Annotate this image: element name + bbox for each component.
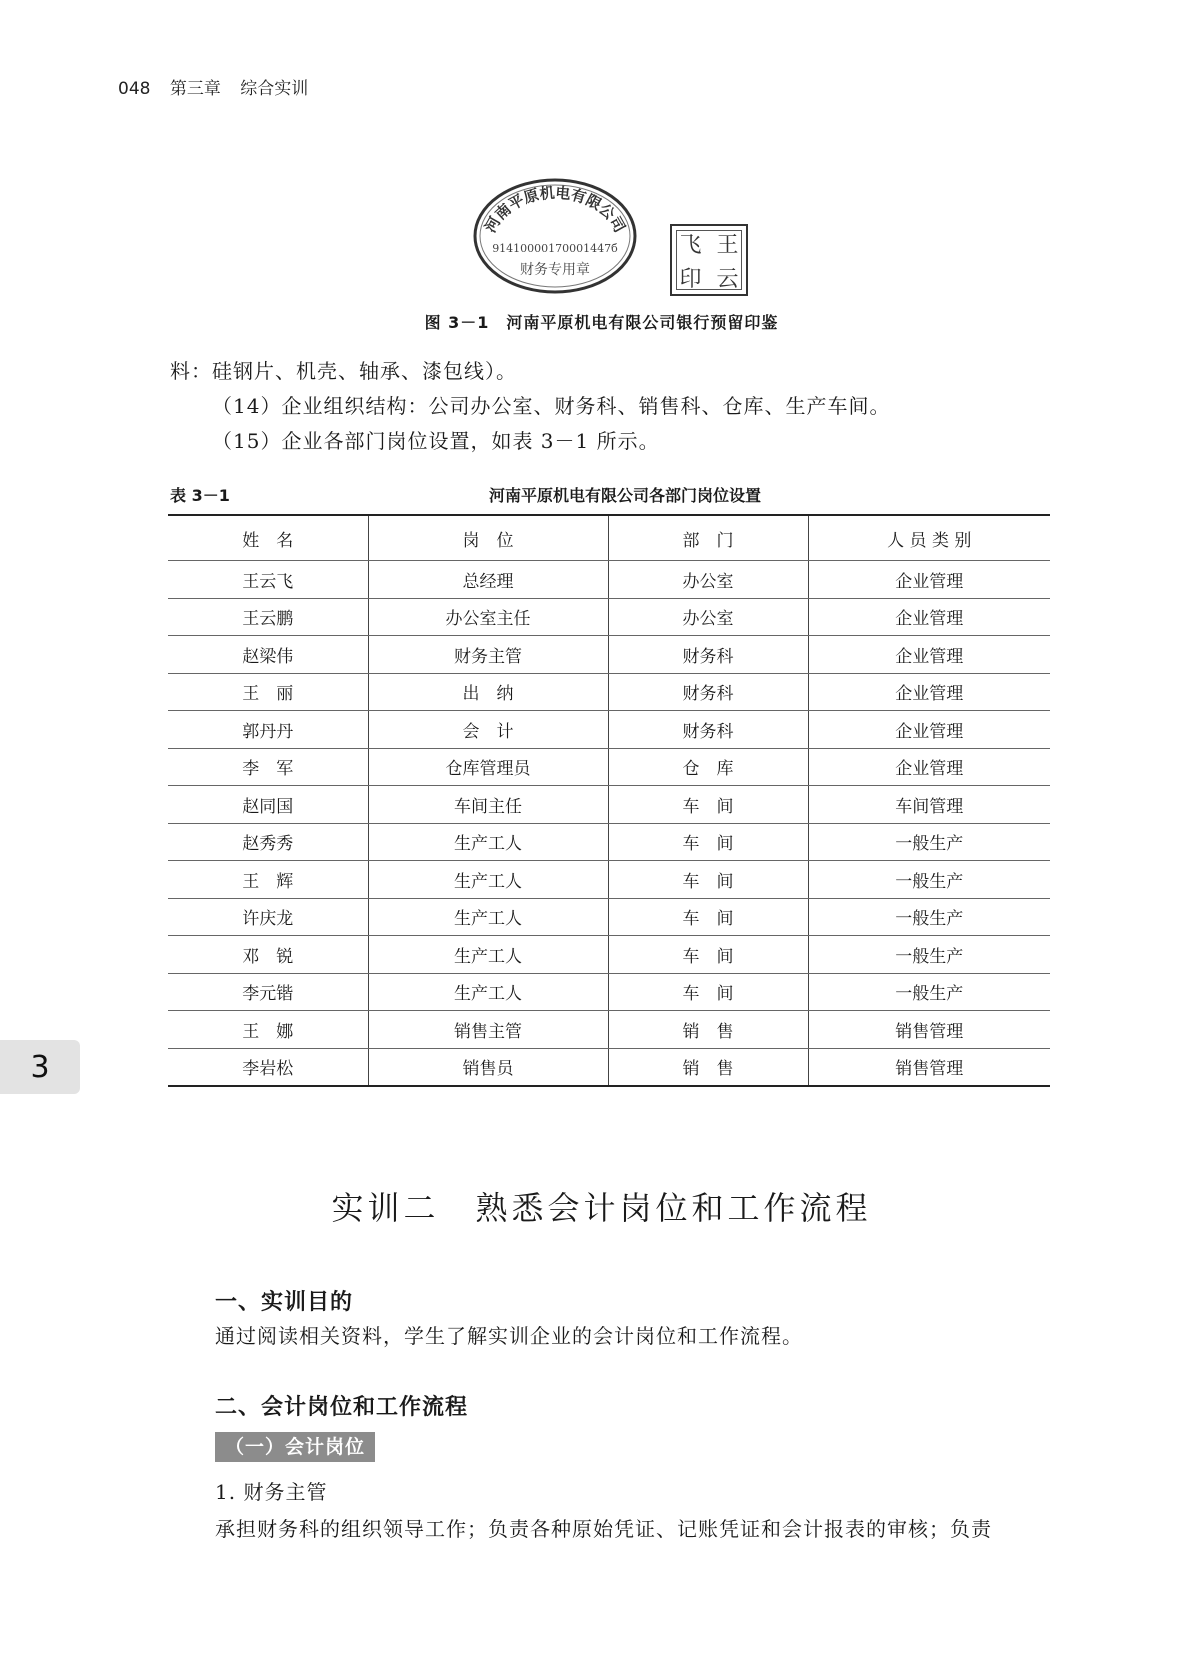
cell-name: 赵秀秀 — [168, 823, 368, 861]
cell-position: 仓库管理员 — [368, 748, 608, 786]
cell-name: 邓 锐 — [168, 936, 368, 974]
cell-department: 车 间 — [608, 823, 808, 861]
cell-category: 一般生产 — [808, 936, 1050, 974]
seal-char: 飞 — [679, 232, 702, 258]
cell-name: 李岩松 — [168, 1048, 368, 1086]
seal-char: 王 — [716, 232, 739, 258]
cell-name: 王云鹏 — [168, 598, 368, 636]
heading-workflow: 二、会计岗位和工作流程 — [215, 1395, 469, 1420]
header-position: 岗 位 — [368, 515, 608, 561]
cell-position: 会 计 — [368, 711, 608, 749]
table-row — [168, 973, 1050, 1011]
cell-name: 郭丹丹 — [168, 711, 368, 749]
cell-position: 销售主管 — [368, 1011, 608, 1049]
chapter-side-tab: 3 — [0, 1040, 80, 1094]
table-number: 表 3－1 — [170, 486, 230, 505]
cell-department: 财务科 — [608, 711, 808, 749]
table-row — [168, 823, 1050, 861]
cell-department: 车 间 — [608, 973, 808, 1011]
seal-number: 91410000170001447б — [492, 242, 618, 255]
header-category: 人 员 类 别 — [808, 515, 1050, 561]
cell-department: 车 间 — [608, 898, 808, 936]
cell-department: 办公室 — [608, 598, 808, 636]
cell-name: 许庆龙 — [168, 898, 368, 936]
header-name: 姓 名 — [168, 515, 368, 561]
cell-position: 办公室主任 — [368, 598, 608, 636]
cell-department: 财务科 — [608, 673, 808, 711]
cell-name: 赵梁伟 — [168, 636, 368, 674]
item-heading: 1. 财务主管 — [215, 1480, 328, 1504]
table-row — [168, 561, 1050, 599]
table-title: 河南平原机电有限公司各部门岗位设置 — [488, 486, 761, 505]
cell-category: 销售管理 — [808, 1011, 1050, 1049]
cell-category: 企业管理 — [808, 598, 1050, 636]
cell-category: 一般生产 — [808, 823, 1050, 861]
table-row — [168, 1011, 1050, 1049]
cell-name: 王 娜 — [168, 1011, 368, 1049]
cell-position: 财务主管 — [368, 636, 608, 674]
cell-name: 赵同国 — [168, 786, 368, 824]
cell-department: 车 间 — [608, 936, 808, 974]
cell-department: 车 间 — [608, 786, 808, 824]
page-header — [118, 74, 322, 99]
cell-position: 销售员 — [368, 1048, 608, 1086]
cell-department: 车 间 — [608, 861, 808, 899]
cell-position: 生产工人 — [368, 861, 608, 899]
cell-position: 车间主任 — [368, 786, 608, 824]
seal-company-name: 河南平原机电有限公司 — [481, 183, 629, 236]
cell-department: 仓 库 — [608, 748, 808, 786]
staff-table — [168, 514, 1050, 1087]
cell-category: 车间管理 — [808, 786, 1050, 824]
cell-category: 企业管理 — [808, 636, 1050, 674]
table-row — [168, 898, 1050, 936]
cell-name: 王 辉 — [168, 861, 368, 899]
section-title — [0, 1183, 1203, 1229]
figure-caption: 图 3－1 河南平原机电有限公司银行预留印鉴 — [424, 313, 779, 332]
cell-category: 一般生产 — [808, 973, 1050, 1011]
table-row — [168, 711, 1050, 749]
cell-department: 销 售 — [608, 1011, 808, 1049]
subsection-badge: （一）会计岗位 — [215, 1432, 375, 1462]
cell-position: 出 纳 — [368, 673, 608, 711]
cell-department: 财务科 — [608, 636, 808, 674]
cell-department: 销 售 — [608, 1048, 808, 1086]
cell-position: 生产工人 — [368, 823, 608, 861]
section-title-text: 熟悉会计岗位和工作流程 — [475, 1189, 872, 1227]
table-row — [168, 1048, 1050, 1086]
cell-category: 一般生产 — [808, 898, 1050, 936]
table-row — [168, 598, 1050, 636]
cell-category: 销售管理 — [808, 1048, 1050, 1086]
cell-category: 一般生产 — [808, 861, 1050, 899]
chapter-title: 综合实训 — [240, 79, 309, 99]
section-title-number: 实训二 — [331, 1189, 440, 1227]
cell-name: 李 军 — [168, 748, 368, 786]
cell-name: 王云飞 — [168, 561, 368, 599]
cell-category: 企业管理 — [808, 561, 1050, 599]
seal-purpose: 财务专用章 — [520, 262, 590, 278]
header-department: 部 门 — [608, 515, 808, 561]
paragraph: （14）企业组织结构：公司办公室、财务科、销售科、仓库、生产车间。 — [212, 394, 891, 418]
cell-position: 总经理 — [368, 561, 608, 599]
cell-department: 办公室 — [608, 561, 808, 599]
cell-category: 企业管理 — [808, 673, 1050, 711]
table-row — [168, 748, 1050, 786]
cell-position: 生产工人 — [368, 936, 608, 974]
seal-char: 云 — [716, 266, 739, 292]
table-row — [168, 673, 1050, 711]
cell-name: 王 丽 — [168, 673, 368, 711]
seal-char: 印 — [679, 266, 702, 292]
personal-seal — [670, 224, 748, 296]
table-row — [168, 636, 1050, 674]
table-row — [168, 786, 1050, 824]
paragraph-purpose: 通过阅读相关资料，学生了解实训企业的会计岗位和工作流程。 — [215, 1324, 803, 1348]
cell-position: 生产工人 — [368, 898, 608, 936]
chapter-label: 第三章 — [169, 79, 221, 99]
heading-purpose: 一、实训目的 — [215, 1290, 354, 1315]
cell-name: 李元锴 — [168, 973, 368, 1011]
cell-position: 生产工人 — [368, 973, 608, 1011]
paragraph: 料：硅钢片、机壳、轴承、漆包线）。 — [170, 359, 517, 383]
table-row — [168, 861, 1050, 899]
table-row — [168, 936, 1050, 974]
finance-seal-icon — [470, 176, 640, 296]
paragraph: （15）企业各部门岗位设置，如表 3－1 所示。 — [212, 429, 660, 453]
cell-category: 企业管理 — [808, 711, 1050, 749]
table-header-row — [168, 515, 1050, 561]
bank-seals — [470, 176, 770, 296]
paragraph-item: 承担财务科的组织领导工作；负责各种原始凭证、记账凭证和会计报表的审核；负责 — [215, 1517, 992, 1541]
cell-category: 企业管理 — [808, 748, 1050, 786]
page-number: 048 — [118, 79, 151, 99]
